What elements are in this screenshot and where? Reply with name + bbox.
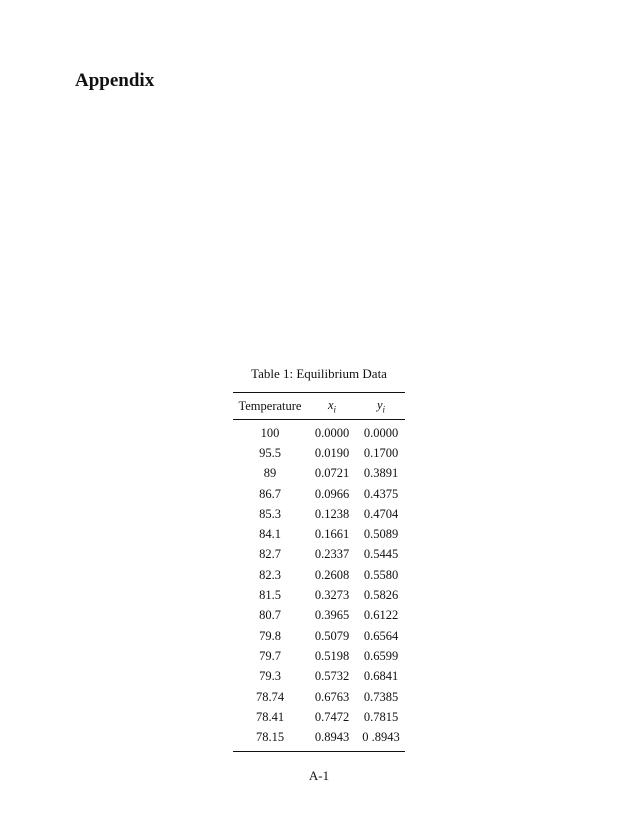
- header-x-subscript: i: [333, 404, 337, 415]
- header-y-subscript: i: [382, 404, 386, 415]
- x-cell: 0.6763: [314, 689, 350, 704]
- y-cell: 0.7815: [363, 709, 399, 724]
- temperature-cell: 81.5: [259, 588, 281, 603]
- table-row: [233, 504, 405, 524]
- temperature-cell: 86.7: [259, 486, 281, 501]
- table-header-row: [233, 393, 405, 420]
- temperature-cell: 95.5: [259, 445, 281, 460]
- temperature-cell: 78.41: [255, 709, 285, 724]
- table-row: [233, 585, 405, 605]
- y-cell: 0.1700: [363, 445, 399, 460]
- y-cell: 0.6841: [363, 669, 399, 684]
- header-temperature: Temperature: [233, 393, 307, 420]
- y-cell: 0.6564: [363, 628, 399, 643]
- header-x-symbol: x: [327, 397, 334, 412]
- temperature-cell: 82.3: [259, 567, 281, 582]
- y-cell: 0.3891: [363, 466, 399, 481]
- table-row: [233, 707, 405, 727]
- equilibrium-table: [233, 392, 405, 752]
- y-cell: 0.0000: [363, 425, 399, 440]
- y-cell: 0.4704: [363, 506, 399, 521]
- temperature-cell: 100: [260, 425, 280, 440]
- table-row: [233, 464, 405, 484]
- table-row: [233, 687, 405, 707]
- y-cell: 0 .8943: [362, 730, 400, 745]
- x-cell: 0.5079: [314, 628, 350, 643]
- y-cell: 0.4375: [363, 486, 399, 501]
- x-cell: 0.5198: [314, 648, 350, 663]
- y-cell: 0.5089: [363, 527, 399, 542]
- x-cell: 0.3965: [314, 608, 350, 623]
- data-table: [233, 393, 405, 751]
- x-cell: 0.2337: [314, 547, 350, 562]
- x-cell: 0.1661: [314, 527, 350, 542]
- table-row: [233, 545, 405, 565]
- x-cell: 0.7472: [314, 709, 350, 724]
- y-cell: 0.5826: [363, 588, 399, 603]
- table-row: [233, 667, 405, 687]
- header-y-symbol: y: [376, 397, 383, 412]
- temperature-cell: 84.1: [259, 527, 281, 542]
- header-y: [357, 393, 405, 420]
- x-cell: 0.0190: [314, 445, 350, 460]
- temperature-cell: 79.7: [259, 648, 281, 663]
- x-cell: 0.3273: [314, 588, 350, 603]
- x-cell: 0.1238: [314, 506, 350, 521]
- table-row: [233, 606, 405, 626]
- section-heading: Appendix: [75, 70, 155, 91]
- x-cell: 0.0721: [314, 466, 350, 481]
- temperature-cell: 79.8: [259, 628, 281, 643]
- temperature-cell: 78.15: [255, 730, 285, 745]
- temperature-cell: 85.3: [259, 506, 281, 521]
- temperature-cell: 78.74: [255, 689, 285, 704]
- table-row: [233, 646, 405, 666]
- table-row: [233, 420, 405, 444]
- x-cell: 0.0000: [314, 425, 350, 440]
- table-row: [233, 443, 405, 463]
- table-row: [233, 565, 405, 585]
- x-cell: 0.5732: [314, 669, 350, 684]
- y-cell: 0.6122: [363, 608, 399, 623]
- y-cell: 0.5580: [363, 567, 399, 582]
- x-cell: 0.0966: [314, 486, 350, 501]
- table-row: [233, 484, 405, 504]
- table-row: [233, 524, 405, 544]
- temperature-cell: 82.7: [259, 547, 281, 562]
- temperature-cell: 79.3: [259, 669, 281, 684]
- y-cell: 0.5445: [363, 547, 399, 562]
- table-caption: Table 1: Equilibrium Data: [251, 366, 387, 381]
- table-row: [233, 626, 405, 646]
- table-body: [233, 420, 405, 751]
- temperature-cell: 89: [263, 466, 277, 481]
- y-cell: 0.6599: [363, 648, 399, 663]
- table-row: [233, 727, 405, 750]
- x-cell: 0.8943: [314, 730, 350, 745]
- y-cell: 0.7385: [363, 689, 399, 704]
- header-x: [307, 393, 357, 420]
- x-cell: 0.2608: [314, 567, 350, 582]
- temperature-cell: 80.7: [259, 608, 281, 623]
- page-number: A-1: [308, 768, 330, 783]
